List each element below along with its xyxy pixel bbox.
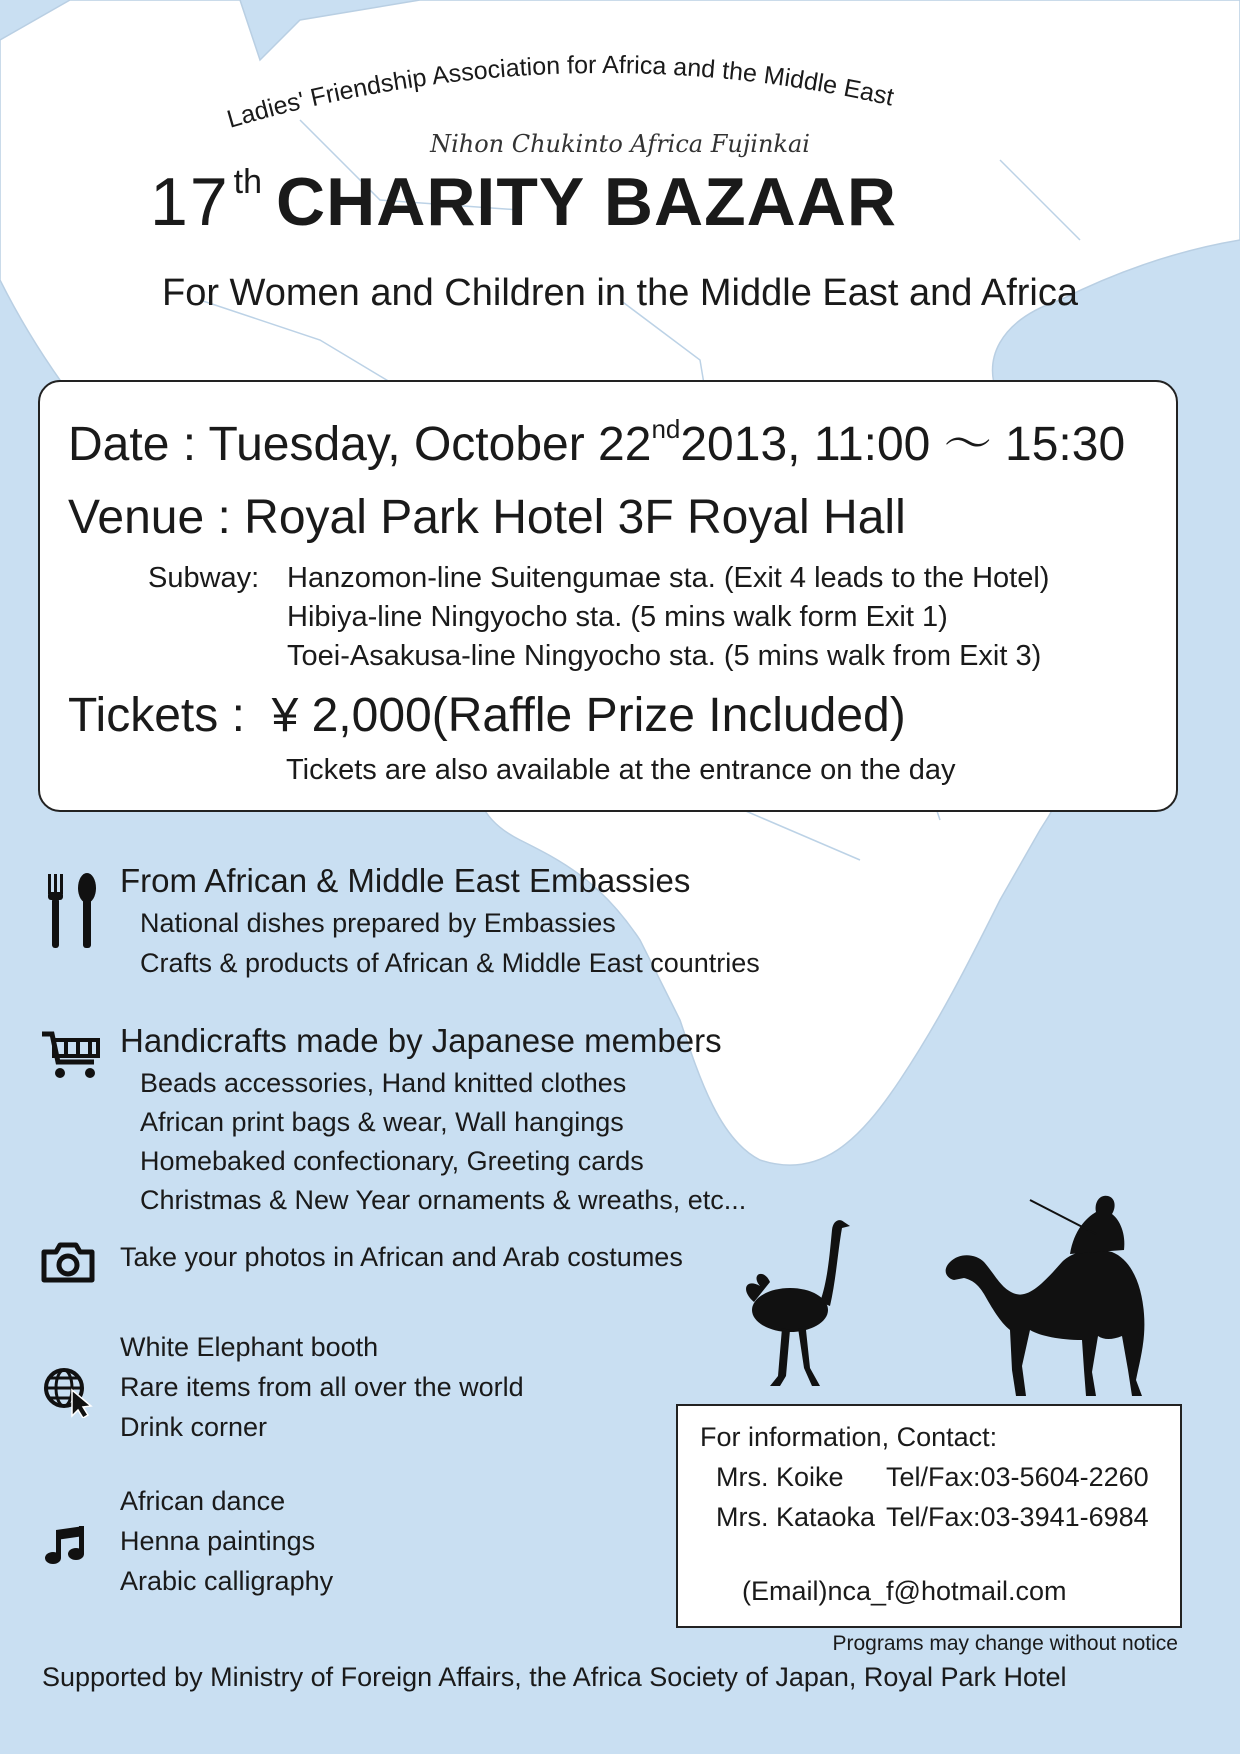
event-venue: Venue : Royal Park Hotel 3F Royal Hall xyxy=(68,491,906,544)
title-ordinal: th xyxy=(233,163,262,201)
tickets-label: Tickets : xyxy=(68,689,245,742)
contact-phone: Tel/Fax:03-5604-2260 xyxy=(886,1462,1149,1492)
tickets xyxy=(68,689,906,742)
contact-name: Mrs. Kataoka xyxy=(716,1502,876,1532)
event-info-box xyxy=(38,380,1178,812)
date-rest: 2013, 11:00 ～ 15:30 xyxy=(680,418,1126,471)
tickets-note: Tickets are also available at the entrance on the day xyxy=(286,754,956,786)
animal-silhouettes xyxy=(740,1190,1180,1410)
culture-item-1: African dance xyxy=(120,1486,286,1516)
subway-line-3: Toei-Asakusa-line Ningyocho sta. (5 mins walk from Exit 3) xyxy=(287,640,1042,672)
title-main: CHARITY BAZAAR xyxy=(276,164,897,240)
contact-phone: Tel/Fax:03-3941-6984 xyxy=(886,1502,1149,1532)
page-title xyxy=(150,163,897,240)
supporters-line: Supported by Ministry of Foreign Affairs, the Africa Society of Japan, Royal Park Hotel xyxy=(42,1662,1067,1692)
date-ordinal: nd xyxy=(651,414,681,444)
camel-silhouette xyxy=(946,1196,1145,1396)
contact-title: For information, Contact: xyxy=(700,1422,998,1452)
booth-item-2: Rare items from all over the world xyxy=(120,1372,524,1402)
tickets-price: ¥ 2,000(Raffle Prize Included) xyxy=(271,689,906,742)
organization-name: Ladies' Friendship Association for Africa and the Middle East xyxy=(223,50,897,134)
booth-item-1: White Elephant booth xyxy=(120,1332,379,1362)
tagline: For Women and Children in the Middle East and Africa xyxy=(162,272,1078,314)
contact-email[interactable]: (Email)nca_f@hotmail.com xyxy=(742,1576,1067,1606)
culture-item-3: Arabic calligraphy xyxy=(120,1566,334,1596)
embassies-item-2: Crafts & products of African & Middle East countries xyxy=(140,948,760,978)
contact-row xyxy=(716,1502,1149,1533)
contact-name: Mrs. Koike xyxy=(716,1462,844,1492)
handicrafts-item-3: Homebaked confectionary, Greeting cards xyxy=(140,1146,644,1176)
date-label: Date : Tuesday, October 22 xyxy=(68,418,652,471)
cutlery-icon xyxy=(44,872,102,950)
embassies-item-1: National dishes prepared by Embassies xyxy=(140,908,616,938)
title-number: 17 xyxy=(150,164,230,240)
programs-note: Programs may change without notice xyxy=(832,1632,1178,1655)
contact-box xyxy=(676,1404,1182,1628)
subway-line-2: Hibiya-line Ningyocho sta. (5 mins walk form Exit 1) xyxy=(287,601,948,633)
music-note-icon xyxy=(44,1524,88,1566)
event-date xyxy=(68,416,1125,469)
photos-text: Take your photos in African and Arab costumes xyxy=(120,1242,683,1272)
handicrafts-heading: Handicrafts made by Japanese members xyxy=(120,1022,722,1059)
camera-icon xyxy=(40,1242,96,1284)
shopping-cart-icon xyxy=(40,1030,102,1080)
contact-row xyxy=(716,1462,1149,1493)
culture-item-2: Henna paintings xyxy=(120,1526,316,1556)
organization-name-jp: Nihon Chukinto Africa Fujinkai xyxy=(430,130,810,158)
subway-label: Subway: xyxy=(148,562,260,594)
handicrafts-item-4: Christmas & New Year ornaments & wreaths, etc... xyxy=(140,1185,747,1215)
globe-cursor-icon xyxy=(42,1366,98,1418)
embassies-heading: From African & Middle East Embassies xyxy=(120,862,691,899)
handicrafts-item-2: African print bags & wear, Wall hangings xyxy=(140,1107,624,1137)
subway-line-1: Hanzomon-line Suitengumae sta. (Exit 4 leads to the Hotel) xyxy=(287,562,1050,594)
ostrich-silhouette xyxy=(746,1220,850,1386)
booth-item-3: Drink corner xyxy=(120,1412,268,1442)
handicrafts-item-1: Beads accessories, Hand knitted clothes xyxy=(140,1068,627,1098)
